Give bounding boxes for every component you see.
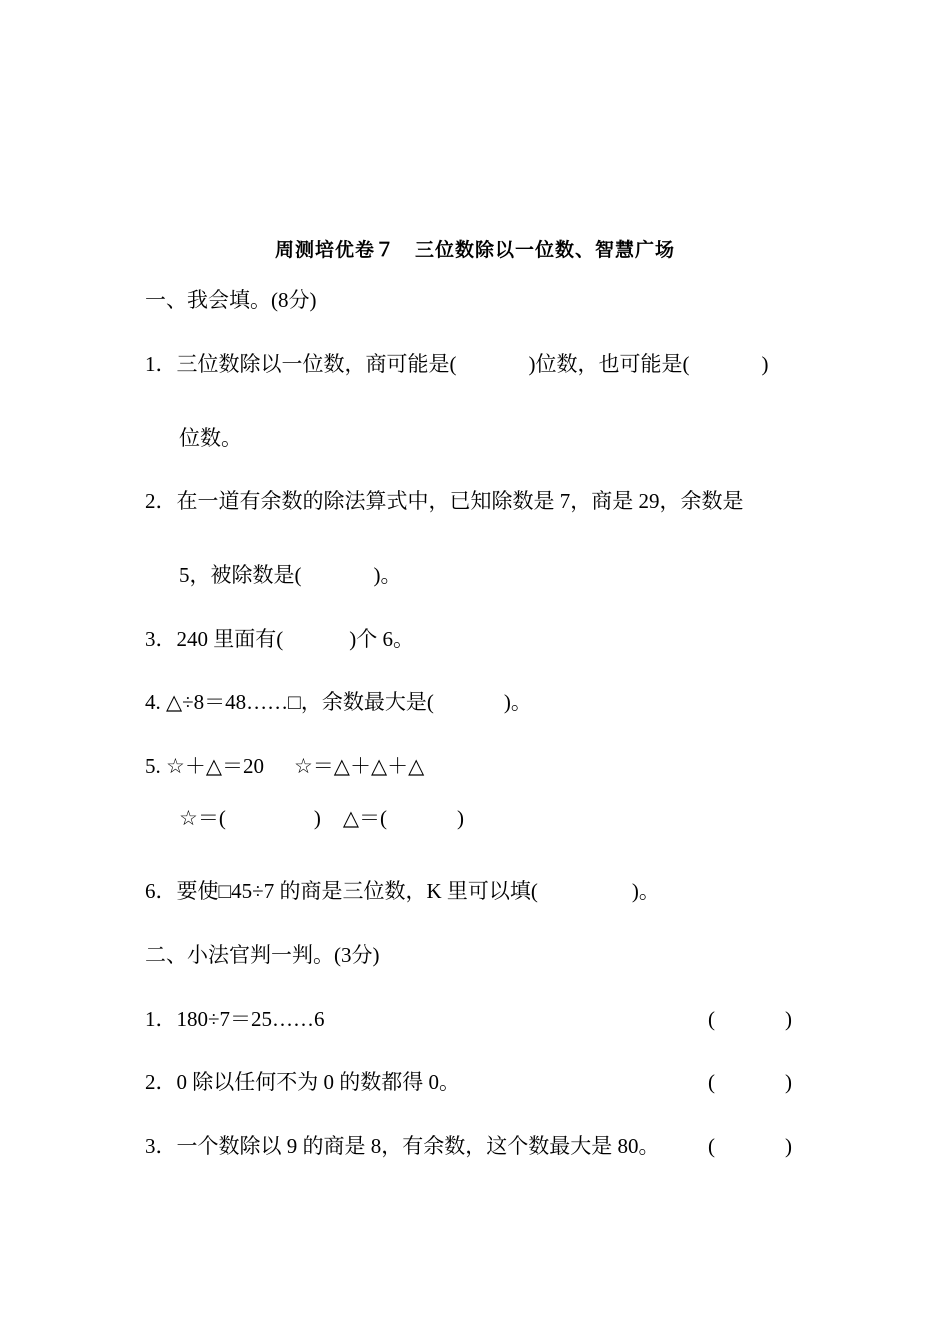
q6-text-b: )。 (631, 879, 660, 903)
question-2-line2 (179, 561, 402, 589)
question-4 (145, 688, 532, 716)
q5-triangle-close: ) (456, 806, 464, 830)
section2-heading: 二、小法官判一判。(3分) (145, 943, 380, 967)
question-3 (145, 625, 414, 653)
judge-item-1-answer[interactable]: ( ) (708, 1007, 792, 1031)
question-5-line1 (145, 752, 424, 780)
judge-item-1-text: 1．180÷7＝25……6 (145, 1007, 325, 1031)
question-1-line1 (145, 350, 769, 378)
q3-text-a: 3．240 里面有( (145, 627, 284, 651)
q4-text-b: )。 (503, 690, 532, 714)
question-5-line2 (179, 804, 464, 832)
q2-text-a: 5，被除数是( (179, 563, 302, 587)
question-6 (145, 877, 660, 905)
section1-heading: 一、我会填。(8分) (145, 288, 317, 312)
q5-star-close: ) (313, 806, 321, 830)
q5-equation-1: 5. ☆＋△＝20 (145, 754, 264, 778)
q5-star-label: ☆＝( (179, 806, 226, 830)
judge-item-2-text: 2．0 除以任何不为 0 的数都得 0。 (145, 1070, 460, 1094)
q3-text-b: )个 6。 (349, 627, 414, 651)
q1-text-a: 1．三位数除以一位数，商可能是( (145, 352, 457, 376)
q4-text-a: 4. △÷8＝48……□，余数最大是( (145, 690, 434, 714)
q1-text-c: ) (761, 352, 769, 376)
page-title: 周测培优卷７ 三位数除以一位数、智慧广场 (274, 239, 675, 261)
judge-item-2-answer[interactable]: ( ) (708, 1070, 792, 1094)
q6-text-a: 6．要使□45÷7 的商是三位数，K 里可以填( (145, 879, 538, 903)
q5-triangle-label: △＝( (342, 806, 387, 830)
question-2-line1: 2．在一道有余数的除法算式中，已知除数是 7，商是 29，余数是 (145, 489, 744, 513)
question-1-line2: 位数。 (179, 426, 242, 450)
judge-item-3-text: 3．一个数除以 9 的商是 8，有余数，这个数最大是 80。 (145, 1134, 660, 1158)
judge-item-3-answer[interactable]: ( ) (708, 1134, 792, 1158)
q5-equation-2: ☆＝△＋△＋△ (293, 754, 425, 778)
q1-text-b: )位数，也可能是( (528, 352, 690, 376)
q2-text-b: )。 (373, 563, 402, 587)
